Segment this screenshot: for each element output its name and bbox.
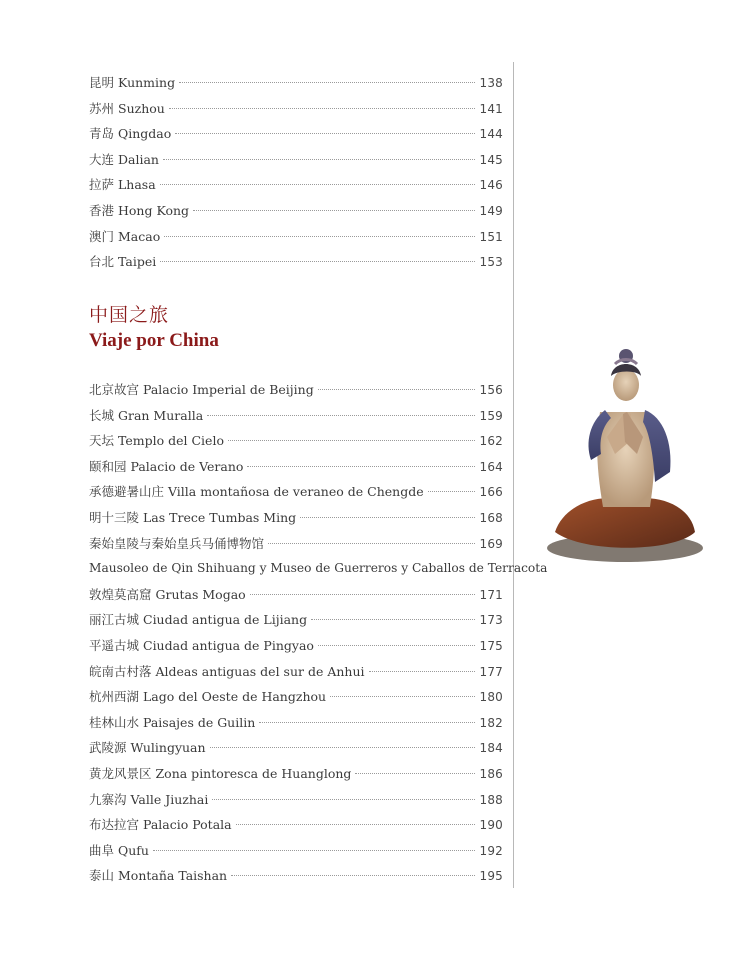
toc-entry[interactable]: [89, 556, 548, 582]
toc-entry-label: [89, 812, 232, 838]
toc-entry-title-es: Mausoleo de Qin Shihuang y Museo de Guerreros y Caballos de Terracota: [89, 561, 548, 576]
toc-entry-title-es: Suzhou: [118, 100, 165, 116]
toc-entry-title-zh: 承德避暑山庄: [89, 484, 165, 500]
toc-entry-title-es: Villa montañosa de veraneo de Chengde: [168, 484, 424, 500]
toc-entry-title-zh: 昆明: [89, 75, 115, 90]
dot-leader: [330, 696, 475, 697]
toc-entry-title-es: Lago del Oeste de Hangzhou: [143, 689, 327, 705]
toc-entry-label: [89, 633, 314, 659]
toc-entry[interactable]: [89, 531, 503, 557]
toc-entry-label: [89, 121, 171, 147]
toc-entry-title-es: Gran Muralla: [118, 407, 204, 423]
toc-entry-title-es: Macao: [118, 228, 161, 244]
toc-entry-title-es: Taipei: [118, 254, 157, 270]
dot-leader: [318, 389, 476, 390]
toc-entry-title-es: Hong Kong: [118, 202, 190, 218]
toc-entry[interactable]: [89, 659, 503, 685]
toc-entry-page-number: 195: [479, 869, 503, 884]
toc-entry-label: [89, 403, 203, 429]
dot-leader: [164, 236, 475, 237]
toc-entry-title-es: Palacio Potala: [143, 817, 232, 833]
toc-entry-title-es: Zona pintoresca de Huanglong: [155, 765, 352, 781]
toc-entry-label: [89, 479, 424, 505]
toc-entry-title-es: Wulingyuan: [130, 740, 206, 756]
toc-entry-title-zh: 颐和园: [89, 458, 127, 474]
toc-entry[interactable]: [89, 710, 503, 736]
toc-entry-label: [89, 787, 208, 813]
dot-leader: [169, 108, 476, 109]
toc-entry-label: [89, 96, 165, 122]
toc-entry-title-es: Paisajes de Guilin: [143, 714, 256, 730]
toc-entry-title-es: Ciudad antigua de Pingyao: [143, 637, 314, 653]
toc-entry-label: [89, 863, 227, 889]
toc-entry-title-zh: 明十三陵: [89, 509, 140, 525]
toc-entry-title-zh: 青岛: [89, 126, 115, 142]
toc-entry[interactable]: [89, 787, 503, 813]
toc-entry[interactable]: [89, 812, 503, 838]
toc-entry[interactable]: [89, 249, 503, 275]
dot-leader: [236, 824, 476, 825]
toc-entry-title-zh: 杭州西湖: [89, 689, 140, 705]
toc-entry-title-zh: 澳门: [89, 228, 115, 244]
toc-entry-label: [89, 531, 264, 557]
toc-entry-title-zh: 敦煌莫高窟: [89, 586, 152, 602]
toc-entry-title-zh: 天坛: [89, 433, 115, 449]
dot-leader: [268, 543, 475, 544]
toc-entry-page-number: 171: [479, 587, 503, 602]
toc-entry[interactable]: [89, 479, 503, 505]
toc-entry-label: [89, 582, 246, 608]
toc-entry[interactable]: [89, 172, 503, 198]
dot-leader: [153, 850, 476, 851]
toc-entry-label: [89, 761, 351, 787]
toc-entry-title-es: Dalian: [118, 151, 159, 167]
toc-entry-title-es: Valle Jiuzhai: [130, 791, 209, 807]
dot-leader: [231, 875, 475, 876]
toc-entry-title-zh: 香港: [89, 202, 115, 218]
toc-entry[interactable]: [89, 224, 503, 250]
toc-entry-label: [89, 556, 547, 582]
toc-entry-label: [89, 70, 175, 96]
dot-leader: [207, 415, 475, 416]
toc-entry-page-number: 190: [479, 818, 503, 833]
toc-entry-page-number: 180: [479, 690, 503, 705]
toc-entry-page-number: 169: [479, 536, 503, 551]
toc-entry-page-number: 144: [479, 127, 503, 142]
toc-entry-title-zh: 布达拉宫: [89, 817, 140, 833]
toc-entry[interactable]: [89, 96, 503, 122]
toc-entry-title-es: Aldeas antiguas del sur de Anhui: [155, 663, 365, 679]
toc-entry-page-number: 175: [479, 638, 503, 653]
dot-leader: [311, 619, 475, 620]
dot-leader: [300, 517, 475, 518]
toc-entry-title-zh: 苏州: [89, 100, 115, 116]
dot-leader: [259, 722, 475, 723]
toc-entry[interactable]: [89, 428, 503, 454]
toc-entry[interactable]: [89, 147, 503, 173]
seated-figure-statue-image: [545, 342, 705, 566]
section-heading: [89, 302, 219, 354]
toc-entry[interactable]: [89, 454, 503, 480]
dot-leader: [355, 773, 475, 774]
section-title-zh: 中国之旅: [89, 304, 170, 326]
toc-entry-label: [89, 249, 156, 275]
toc-entry-page-number: 159: [479, 408, 503, 423]
toc-entry[interactable]: [89, 582, 503, 608]
toc-entry-title-zh: 大连: [89, 151, 115, 167]
toc-entry-label: [89, 505, 296, 531]
toc-entry-title-zh: 台北: [89, 254, 115, 270]
toc-entry-page-number: 173: [479, 613, 503, 628]
toc-entry-title-es: Ciudad antigua de Lijiang: [143, 612, 308, 628]
toc-entry-page-number: 138: [479, 76, 503, 90]
toc-entry-title-es: Kunming: [118, 75, 176, 90]
dot-leader: [247, 466, 475, 467]
toc-entry[interactable]: [89, 735, 503, 761]
toc-list-travel: [89, 377, 548, 889]
toc-entry[interactable]: [89, 607, 503, 633]
dot-leader: [160, 184, 476, 185]
section-title-es: Viaje por China: [89, 330, 219, 351]
dot-leader: [160, 261, 475, 262]
toc-entry-page-number: 188: [479, 792, 503, 807]
column-divider: [513, 62, 514, 888]
toc-entry-label: [89, 224, 160, 250]
toc-list-cities: [89, 70, 503, 275]
toc-entry[interactable]: [89, 198, 503, 224]
toc-entry-title-zh: 丽江古城: [89, 612, 140, 628]
dot-leader: [228, 440, 476, 441]
toc-entry[interactable]: [89, 505, 503, 531]
toc-entry-title-zh: 九寨沟: [89, 791, 127, 807]
toc-entry[interactable]: [89, 761, 503, 787]
toc-entry-label: [89, 735, 206, 761]
toc-entry-label: [89, 838, 149, 864]
toc-entry-label: [89, 710, 255, 736]
toc-entry-label: [89, 198, 189, 224]
dot-leader: [179, 82, 475, 83]
toc-entry-title-zh: 长城: [89, 407, 115, 423]
toc-entry-title-zh: 平遥古城: [89, 637, 140, 653]
toc-entry-title-zh: 泰山: [89, 868, 115, 884]
dot-leader: [428, 491, 476, 492]
toc-entry-page-number: 164: [479, 459, 503, 474]
dot-leader: [210, 747, 476, 748]
toc-entry-page-number: 186: [479, 766, 503, 781]
dot-leader: [250, 594, 476, 595]
toc-entry-title-es: Palacio de Verano: [130, 458, 244, 474]
toc-entry-title-es: Las Trece Tumbas Ming: [143, 509, 297, 525]
toc-entry-page-number: 151: [479, 229, 503, 244]
toc-entry-title-es: Qingdao: [118, 126, 172, 142]
toc-entry[interactable]: [89, 633, 503, 659]
toc-entry[interactable]: [89, 838, 503, 864]
toc-entry-label: [89, 172, 156, 198]
toc-entry-page-number: 182: [479, 715, 503, 730]
dot-leader: [318, 645, 476, 646]
toc-entry-title-zh: 秦始皇陵与秦始皇兵马俑博物馆: [89, 535, 265, 551]
toc-entry[interactable]: [89, 403, 503, 429]
toc-entry-label: [89, 659, 365, 685]
dot-leader: [175, 133, 475, 134]
toc-entry-page-number: 156: [479, 383, 503, 397]
toc-entry-title-es: Lhasa: [118, 177, 156, 193]
dot-leader: [193, 210, 475, 211]
toc-entry-title-zh: 黄龙风景区: [89, 765, 152, 781]
toc-entry-page-number: 166: [479, 485, 503, 500]
toc-entry-page-number: 168: [479, 510, 503, 525]
toc-entry-page-number: 145: [479, 152, 503, 167]
toc-entry-title-zh: 桂林山水: [89, 714, 140, 730]
toc-entry-label: [89, 684, 326, 710]
toc-entry-page-number: 153: [479, 255, 503, 270]
toc-entry-page-number: 177: [479, 664, 503, 679]
toc-entry-label: [89, 377, 314, 403]
toc-entry-page-number: 162: [479, 434, 503, 449]
dot-leader: [212, 799, 475, 800]
toc-entry-title-zh: 武陵源: [89, 740, 127, 756]
toc-entry[interactable]: [89, 70, 503, 96]
toc-entry[interactable]: [89, 377, 503, 403]
toc-entry-page-number: 149: [479, 203, 503, 218]
toc-entry-title-es: Montaña Taishan: [118, 868, 228, 884]
toc-entry-title-es: Qufu: [118, 842, 149, 858]
toc-entry-title-es: Templo del Cielo: [118, 433, 224, 449]
toc-entry-title-zh: 皖南古村落: [89, 663, 152, 679]
toc-entry-page-number: 146: [479, 178, 503, 193]
toc-entry[interactable]: [89, 684, 503, 710]
toc-entry-label: [89, 428, 224, 454]
toc-entry-label: [89, 607, 307, 633]
toc-entry[interactable]: [89, 863, 503, 889]
toc-entry-page-number: 184: [479, 741, 503, 756]
toc-entry[interactable]: [89, 121, 503, 147]
toc-entry-title-es: Palacio Imperial de Beijing: [143, 382, 314, 397]
toc-entry-title-es: Grutas Mogao: [155, 586, 246, 602]
toc-entry-label: [89, 147, 159, 173]
dot-leader: [163, 159, 476, 160]
toc-entry-label: [89, 454, 243, 480]
toc-entry-title-zh: 北京故宫: [89, 382, 140, 397]
toc-entry-page-number: 141: [479, 101, 503, 116]
toc-entry-title-zh: 拉萨: [89, 177, 115, 193]
toc-entry-page-number: 192: [479, 843, 503, 858]
dot-leader: [369, 671, 476, 672]
toc-entry-title-zh: 曲阜: [89, 842, 115, 858]
